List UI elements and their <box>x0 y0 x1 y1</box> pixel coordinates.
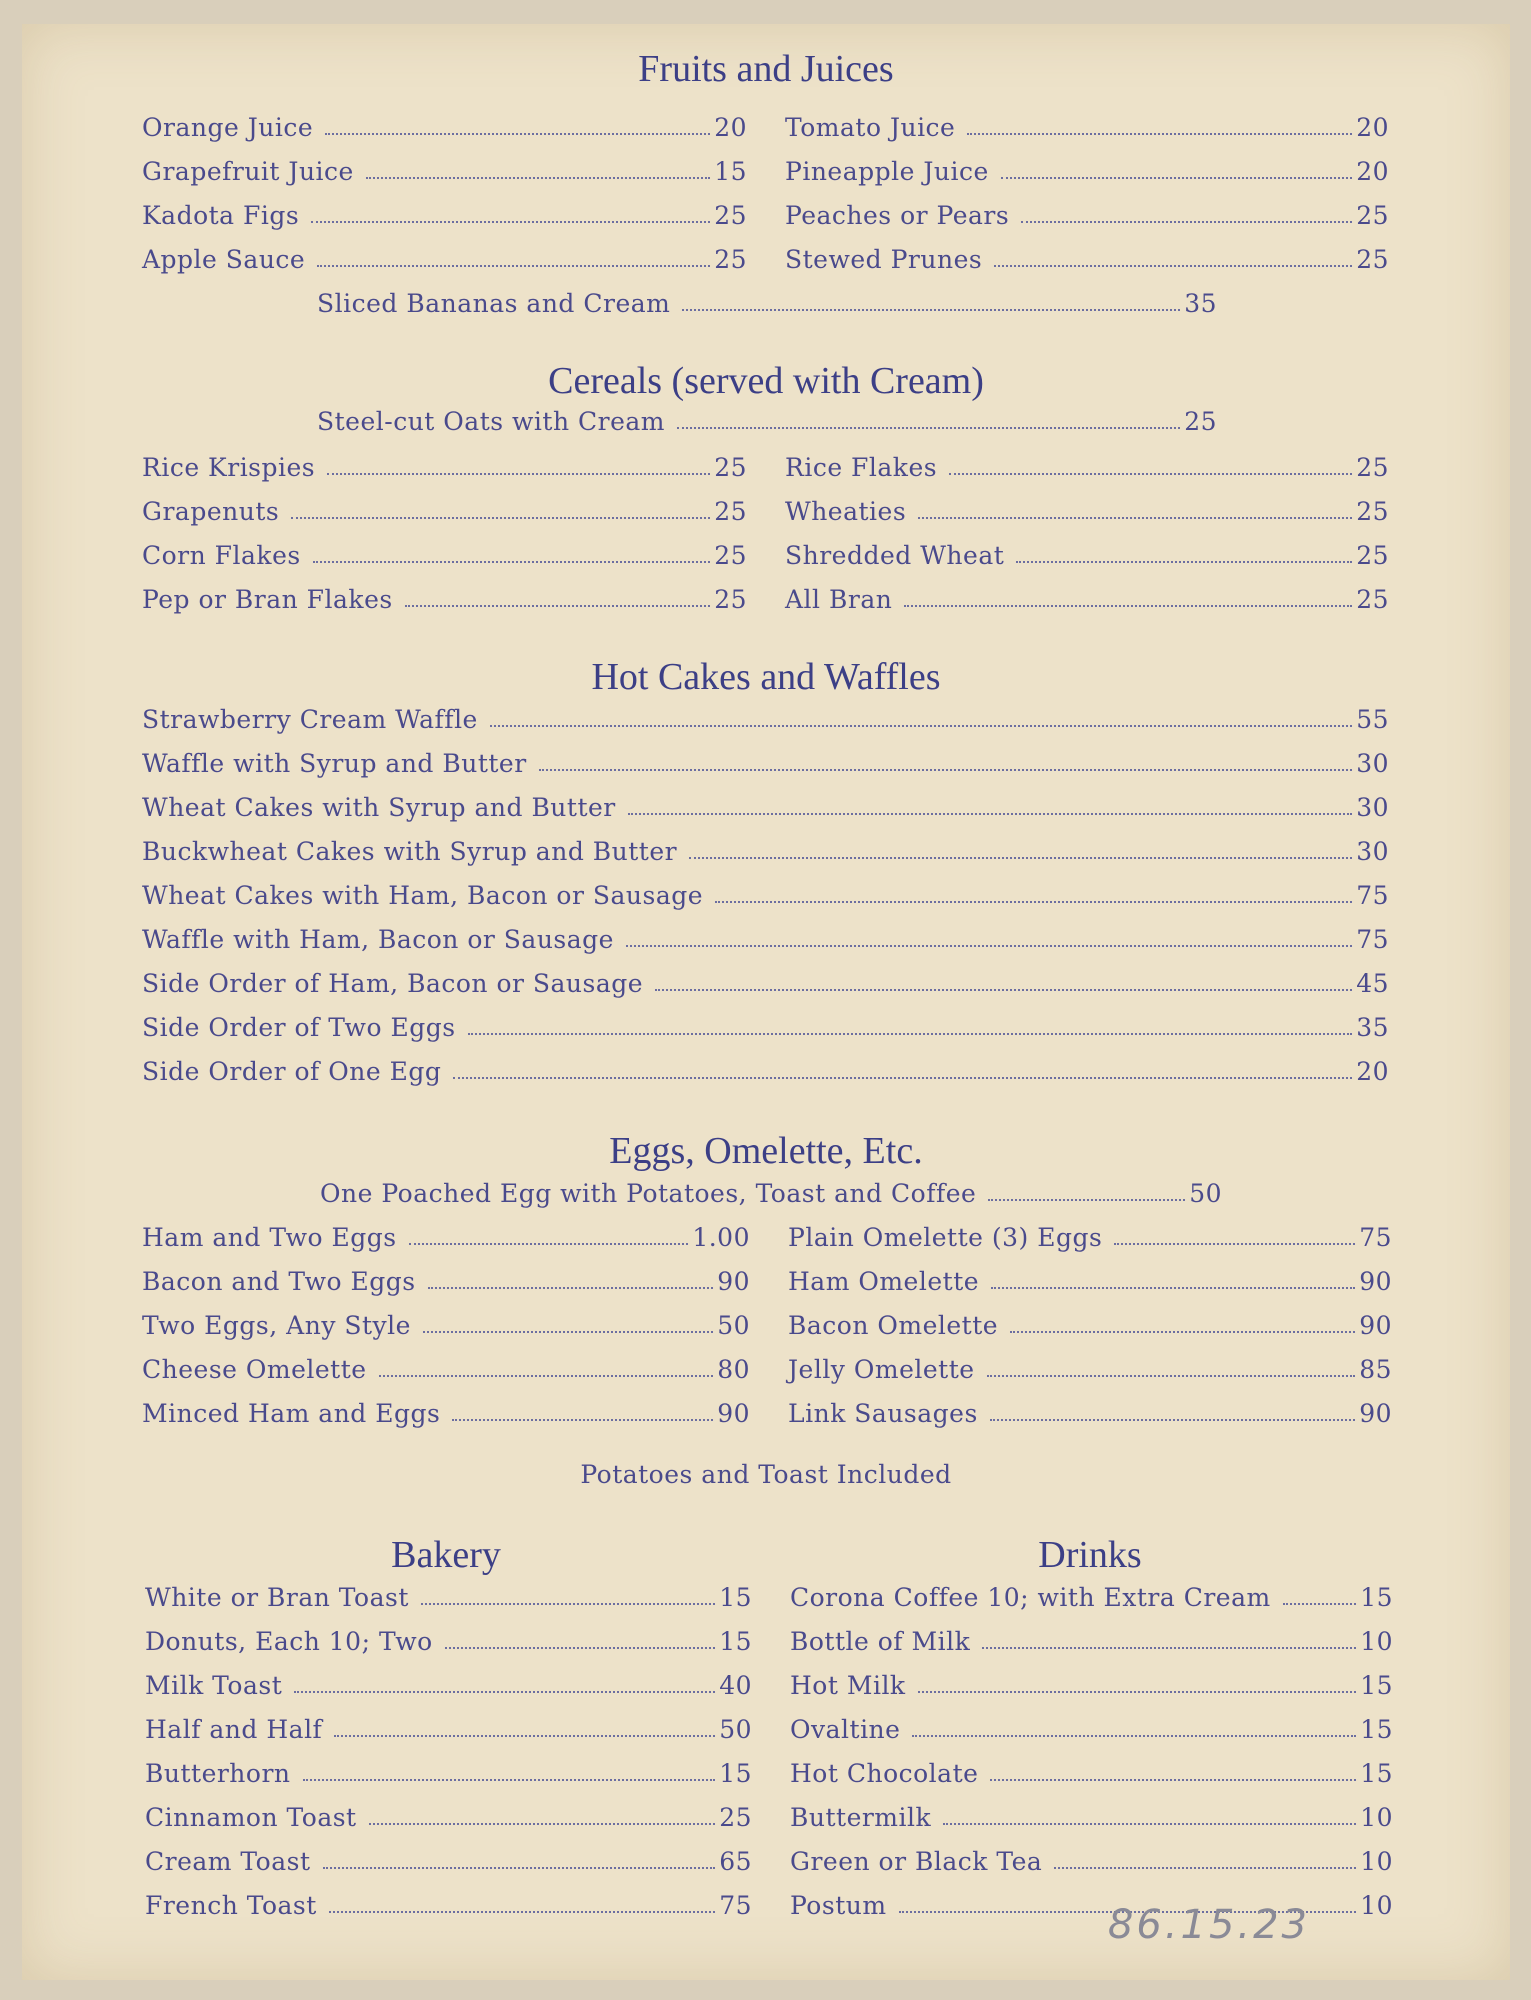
menu-item: Cheese Omelette 80 <box>142 1355 750 1384</box>
catalog-number: 86.15.23 <box>1107 1902 1310 1948</box>
menu-item: Corona Coffee 10; with Extra Cream 15 <box>790 1583 1393 1612</box>
menu-item: Side Order of Ham, Bacon or Sausage 45 <box>142 969 1389 998</box>
menu-item: Pep or Bran Flakes 25 <box>142 585 747 614</box>
menu-item: Kadota Figs 25 <box>142 201 747 230</box>
menu-item: Side Order of One Egg 20 <box>142 1057 1389 1086</box>
menu-item: Stewed Prunes 25 <box>785 245 1389 274</box>
menu-item: Apple Sauce 25 <box>142 245 747 274</box>
section-title-drinks: Drinks <box>1038 1534 1142 1576</box>
eggs-note: Potatoes and Toast Included <box>580 1460 952 1489</box>
menu-item: Hot Milk 15 <box>790 1671 1393 1700</box>
menu-item: Green or Black Tea 10 <box>790 1847 1393 1876</box>
menu-item: Rice Flakes 25 <box>785 453 1389 482</box>
menu-item: Peaches or Pears 25 <box>785 201 1389 230</box>
menu-item: Waffle with Syrup and Butter 30 <box>142 749 1389 778</box>
menu-item: Shredded Wheat 25 <box>785 541 1389 570</box>
menu-item: Ovaltine 15 <box>790 1715 1393 1744</box>
menu-item: Buttermilk 10 <box>790 1803 1393 1832</box>
menu-item: Rice Krispies 25 <box>142 453 747 482</box>
menu-item: Sliced Bananas and Cream 35 <box>317 289 1217 318</box>
section-title-eggs: Eggs, Omelette, Etc. <box>609 1130 923 1172</box>
menu-item: French Toast 75 <box>145 1891 752 1920</box>
menu-item: Ham and Two Eggs 1.00 <box>142 1223 750 1252</box>
menu-item: Tomato Juice 20 <box>785 113 1389 142</box>
menu-item: Jelly Omelette 85 <box>788 1355 1392 1384</box>
menu-item: Postum 10 <box>790 1891 1393 1920</box>
menu-item: Cream Toast 65 <box>145 1847 752 1876</box>
menu-item: Orange Juice 20 <box>142 113 747 142</box>
menu-item: Ham Omelette 90 <box>788 1267 1392 1296</box>
menu-item: Pineapple Juice 20 <box>785 157 1389 186</box>
section-title-cereals: Cereals (served with Cream) <box>548 360 984 402</box>
menu-item: Wheat Cakes with Syrup and Butter 30 <box>142 793 1389 822</box>
menu-item: Hot Chocolate 15 <box>790 1759 1393 1788</box>
menu-item: Milk Toast 40 <box>145 1671 752 1700</box>
menu-item: Link Sausages 90 <box>788 1399 1392 1428</box>
menu-item: Bacon Omelette 90 <box>788 1311 1392 1340</box>
menu-item: Cinnamon Toast 25 <box>145 1803 752 1832</box>
menu-item: Two Eggs, Any Style 50 <box>142 1311 750 1340</box>
menu-item: Side Order of Two Eggs 35 <box>142 1013 1389 1042</box>
menu-item: Grapefruit Juice 15 <box>142 157 747 186</box>
menu-page <box>22 24 1510 1980</box>
menu-item: One Poached Egg with Potatoes, Toast and Coffee 50 <box>320 1179 1222 1208</box>
menu-item: Buckwheat Cakes with Syrup and Butter 30 <box>142 837 1389 866</box>
menu-item: Wheaties 25 <box>785 497 1389 526</box>
menu-item: Bacon and Two Eggs 90 <box>142 1267 750 1296</box>
menu-item: All Bran 25 <box>785 585 1389 614</box>
menu-item: Half and Half 50 <box>145 1715 752 1744</box>
section-title-bakery: Bakery <box>391 1534 501 1576</box>
menu-item: Plain Omelette (3) Eggs 75 <box>788 1223 1392 1252</box>
menu-item: Donuts, Each 10; Two 15 <box>145 1627 752 1656</box>
menu-item: Bottle of Milk 10 <box>790 1627 1393 1656</box>
menu-item: Minced Ham and Eggs 90 <box>142 1399 750 1428</box>
section-title-hotcakes: Hot Cakes and Waffles <box>591 656 941 698</box>
menu-item: Corn Flakes 25 <box>142 541 747 570</box>
menu-item: Grapenuts 25 <box>142 497 747 526</box>
menu-item: Wheat Cakes with Ham, Bacon or Sausage 75 <box>142 881 1389 910</box>
menu-item: Butterhorn 15 <box>145 1759 752 1788</box>
menu-item: Strawberry Cream Waffle 55 <box>142 705 1389 734</box>
menu-item: Steel-cut Oats with Cream 25 <box>317 407 1217 436</box>
menu-item: Waffle with Ham, Bacon or Sausage 75 <box>142 925 1389 954</box>
section-title-fruits: Fruits and Juices <box>638 48 894 90</box>
menu-item: White or Bran Toast 15 <box>145 1583 752 1612</box>
